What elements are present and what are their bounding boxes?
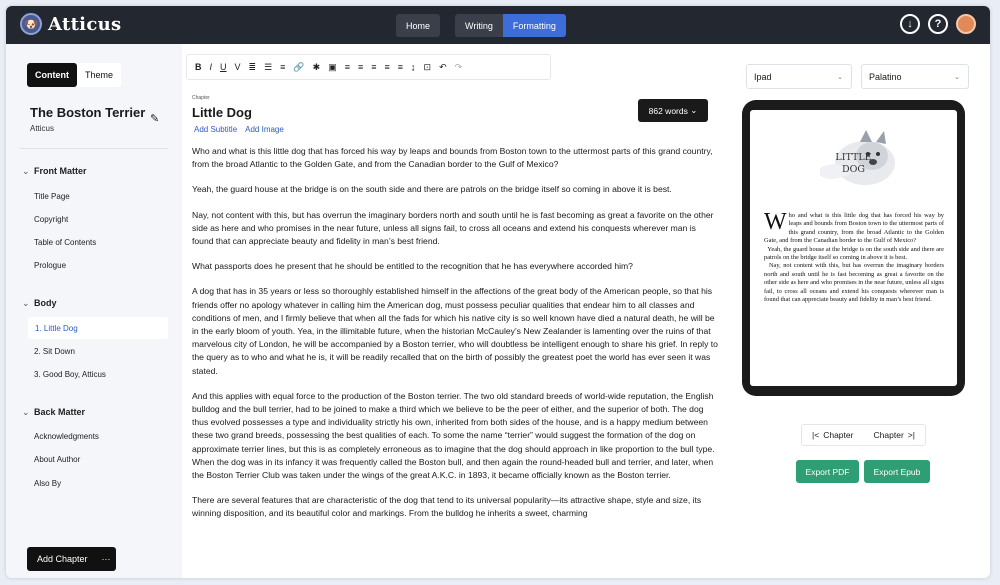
top-bar [6,6,990,44]
undo-button[interactable]: ↶ [439,61,447,72]
add-subtitle-link[interactable]: Add Subtitle [194,125,238,134]
preview-title-line2: DOG [842,164,865,175]
ipad-device-frame [742,100,965,396]
sidebar-item-also-by[interactable]: Also By [34,479,62,488]
next-chapter-label: Chapter [873,430,904,440]
top-icons [900,14,976,34]
align-center-icon[interactable]: ≡ [357,62,364,72]
link-icon[interactable]: 🔗 [293,61,305,72]
add-chapter-label: Add Chapter [37,554,88,564]
prev-chapter-button[interactable] [802,425,864,445]
sidebar-item-prologue[interactable]: Prologue [34,261,67,270]
sidebar-item-about-author[interactable]: About Author [34,455,81,464]
nav-writing-button[interactable]: Writing [455,14,503,37]
format-toolbar [186,54,551,80]
app-name: Atticus [48,13,122,35]
preview-text [764,209,944,304]
preview-paragraph: Yeah, the guard house at the bridge is on the south side and there are patrols on the bridge itself so coming in above it is best. [764,245,944,262]
sidebar-item-acknowledgments[interactable]: Acknowledgments [34,432,99,441]
word-count-dropdown[interactable] [638,99,708,122]
download-icon[interactable]: ↓ [900,14,920,34]
paragraph: Who and what is this little dog that has forced his way by leaps and bounds from Boston town to the uttermost parts of this grand country, from the broad Atlantic to the Golden Gate, and from the Canadian border to the Gulf of Mexico? [192,146,713,170]
paragraph: And this applies with equal force to the production of the Boston terrier. The two old standard breeds of world-wide reputation, the English bulldog and the bull terrier, had to be joined to make a third which we believe to be the peer of either, and the superior of both. The dog thus evolved possesses a type and individuality strictly his own, inherited from both sides of the house, and is a happy medium between these two grand breeds, possessing the best qualities of each. To some the name “terrier” would suggest the formation of the dog on approximate terrier lines, but this is as completely erroneous as to imagine that the dog should approach in like proportion to the bull type. When the dog was in its infancy it was frequently called the Boston bull, and then again the round-headed bull and terrier, and later, when the Boston Terrier Club was taken under the wings of the great A.K.C. in 1893, it became officially known as the Boston terrier. [192,390,715,481]
tab-content[interactable]: Content [27,63,77,87]
drop-cap: W [764,209,787,235]
more-styles-button[interactable]: V [234,62,241,72]
font-value: Palatino [869,71,902,82]
page-break-icon[interactable]: ⊡ [423,61,432,72]
nav-formatting-button[interactable]: Formatting [503,14,566,37]
sidebar-item-little-dog[interactable]: 1. Little Dog [28,317,168,339]
redo-button[interactable]: ↷ [454,61,463,72]
next-chapter-button[interactable] [864,425,926,445]
device-select[interactable] [746,64,852,89]
asterisk-icon[interactable]: ✱ [312,61,321,72]
bullet-list-icon[interactable]: ☰ [264,61,273,72]
sidebar-item-table-of-contents[interactable]: Table of Contents [34,238,97,247]
align-left-icon[interactable]: ≡ [344,62,350,72]
user-avatar[interactable] [956,14,976,34]
indent-icon[interactable]: ≡ [397,62,404,72]
paragraph: What passports does he present that he should be entitled to the recognition that he has everywhere accorded him? [192,261,633,272]
chevron-down-icon: ⌄ [690,105,698,115]
export-pdf-button[interactable]: Export PDF [796,460,859,483]
sidebar-item-good-boy[interactable]: 3. Good Boy, Atticus [34,370,106,379]
logo-dog-icon: 🐶 [20,13,42,35]
chevron-down-icon: ⌄ [954,74,960,81]
sidebar-item-title-page[interactable]: Title Page [34,192,70,201]
more-options-icon[interactable]: ··· [101,554,111,564]
sidebar [6,44,182,578]
edit-pencil-icon[interactable]: ✎ [150,113,160,125]
underline-button[interactable]: U [220,62,227,72]
prev-icon: |< [812,430,820,440]
preview-screen [750,110,957,386]
footnote-icon[interactable]: ↨ [411,62,416,72]
chapter-links [194,125,284,134]
device-value: Ipad [754,71,772,82]
paragraph: There are several features that are characteristic of the dog that tend to its universal popularity—its attractive shape, style and size, its winning disposition, and its beautiful color and markings. From the bulldog he inherits a sweet, charming [192,495,702,519]
preview-panel [736,44,990,578]
section-label: Front Matter [34,166,87,176]
sidebar-item-sit-down[interactable]: 2. Sit Down [34,347,75,356]
heading-icon[interactable]: ≣ [248,61,257,72]
image-icon[interactable]: ▣ [328,61,337,72]
chapter-label: Chapter [192,95,210,101]
export-epub-button[interactable]: Export Epub [864,460,930,483]
bold-button[interactable]: B [195,62,202,72]
preview-paragraph: ho and what is this little dog that has forced his way by leaps and bounds from Boston town to the uttermost parts of this grand country, from the broad Atlantic to the Golden Gate, and from the Canadian border to the Gulf of Mexico? [764,212,944,245]
logo[interactable] [20,13,121,35]
italic-button[interactable]: I [209,62,213,72]
help-icon[interactable]: ? [928,14,948,34]
book-author: Atticus [30,124,55,133]
paragraph: Nay, not content with this, but has overrun the imaginary borders north and south until he is fast becoming as great a favorite on the other side as here and who promises in the near future, unless all signs fail, to cross all oceans and extend his conquests wherever man is found that can appreciate beauty and fidelity in man’s best friend. [192,209,714,247]
section-back-matter[interactable] [22,407,85,418]
add-chapter-button[interactable] [27,547,116,571]
tab-theme[interactable]: Theme [84,70,113,80]
section-label: Body [34,298,57,308]
font-select[interactable] [861,64,969,89]
divider [20,148,168,149]
preview-paragraph: Nay, not content with this, but has overrun the imaginary borders north and south until he is fast becoming as great a favorite on the other side as here and who promises in the near future, unless all signs fail, to cross all oceans and extend his conquests wherever man is found that can appreciate beauty and fidelity in man’s best friend. [764,262,944,304]
numbered-list-icon[interactable]: ≡ [280,62,286,72]
align-justify-icon[interactable]: ≡ [384,62,390,72]
add-image-link[interactable]: Add Image [245,125,284,134]
chapter-navigation [801,424,926,446]
word-count: 862 words [648,105,688,116]
chevron-down-icon: ⌄ [837,74,843,81]
app-window [6,6,990,578]
sidebar-tabs [27,63,121,87]
section-front-matter[interactable] [22,166,87,177]
chapter-body[interactable] [192,145,718,533]
paragraph: Yeah, the guard house at the bridge is on the south side and there are patrols on the bridge itself so coming in above it is best. [192,184,672,195]
chapter-title[interactable]: Little Dog [192,105,252,120]
section-label: Back Matter [34,407,86,417]
book-title: The Boston Terrier [30,105,146,120]
align-right-icon[interactable]: ≡ [371,62,377,72]
chevron-down-icon: ⌄ [22,298,30,308]
main-nav [396,14,566,37]
preview-title-line1: LITTLE [835,152,872,163]
prev-chapter-label: Chapter [823,430,854,440]
chevron-down-icon: ⌄ [22,166,30,176]
nav-home-button[interactable]: Home [396,14,440,37]
section-body[interactable] [22,298,57,309]
chapter-editor[interactable] [184,92,728,578]
sidebar-item-copyright[interactable]: Copyright [34,215,69,224]
next-icon: >| [907,430,915,440]
paragraph: A dog that has in 35 years or less so thoroughly established himself in the affections of the great body of the American people, so that his friends offer no apology whatever in calling him the American dog, must possess peculiar qualities that endear him to all classes and conditions of men, and I firmly believe that when all the fads for which his native city is so well known have died a natural death, he will be in the early bloom of youth. Yea, in the illimitable future, when the historian McCauley’s New Zealander is lamenting over the ruins of that marvelous city of London, he will be accompanied by a Boston terrier, who will doubtless be intelligent enough to share his grief. In reply to the query as to who and what he is, it will be readily recalled that on the birth of possibly the greatest poet the world has ever seen it was stated. [192,286,718,376]
chevron-down-icon: ⌄ [22,407,30,417]
